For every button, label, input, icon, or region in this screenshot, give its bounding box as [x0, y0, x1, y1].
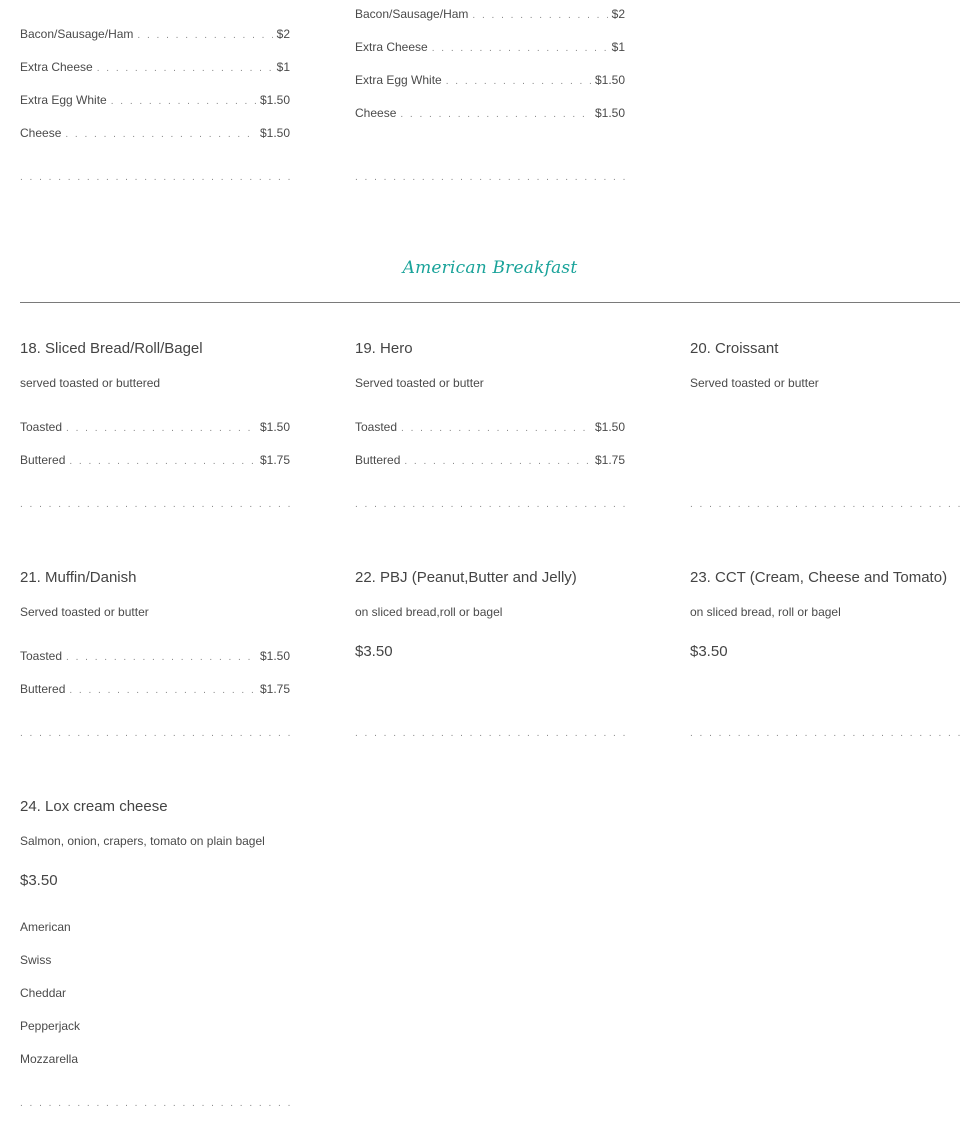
option-price: $1.50: [259, 420, 290, 434]
dot-leader: [65, 129, 256, 140]
addon-label: Extra Cheese: [20, 60, 93, 74]
item-title: 20. Croissant: [690, 340, 779, 357]
cheese-option[interactable]: Pepperjack: [20, 1019, 81, 1033]
dot-leader: [404, 456, 591, 467]
item-option[interactable]: [355, 453, 625, 471]
addon-label: Cheese: [355, 106, 397, 120]
addon-label: Extra Egg White: [20, 93, 107, 107]
dot-leader: [137, 30, 272, 41]
item-option[interactable]: [20, 649, 290, 667]
section-divider: [20, 302, 960, 303]
addon-label: Bacon/Sausage/Ham: [20, 27, 134, 41]
cheese-option[interactable]: American: [20, 920, 71, 934]
option-label: Buttered: [355, 453, 401, 467]
option-price: $1.75: [259, 453, 290, 467]
item-description: Served toasted or butter: [690, 376, 819, 390]
dot-leader: [111, 96, 256, 107]
item-option[interactable]: [20, 453, 290, 471]
addon-option: [355, 40, 625, 58]
item-title: 21. Muffin/Danish: [20, 569, 137, 586]
item-price: $3.50: [355, 643, 393, 660]
dotted-separator: [355, 728, 627, 740]
addon-price: $1.50: [594, 106, 625, 120]
addon-option: [355, 73, 625, 91]
dotted-separator: [690, 728, 962, 740]
item-option[interactable]: [20, 420, 290, 438]
item-price: $3.50: [20, 872, 58, 889]
dot-leader: [66, 423, 256, 434]
dot-leader: [97, 63, 273, 74]
addon-price: $2: [611, 7, 625, 21]
addon-option: [20, 60, 290, 78]
option-price: $1.50: [259, 649, 290, 663]
item-description: on sliced bread, roll or bagel: [690, 605, 841, 619]
option-label: Buttered: [20, 453, 66, 467]
dotted-separator: [20, 499, 292, 511]
item-title: 23. CCT (Cream, Cheese and Tomato): [690, 569, 948, 586]
item-description: Served toasted or butter: [355, 376, 484, 390]
addon-price: $1: [276, 60, 290, 74]
dot-leader: [69, 685, 256, 696]
cheese-option[interactable]: Swiss: [20, 953, 52, 967]
addon-label: Extra Cheese: [355, 40, 428, 54]
option-label: Buttered: [20, 682, 66, 696]
dot-leader: [66, 652, 256, 663]
option-label: Toasted: [355, 420, 398, 434]
addon-price: $1.50: [259, 93, 290, 107]
option-label: Toasted: [20, 420, 63, 434]
cheese-option[interactable]: Mozzarella: [20, 1052, 79, 1066]
dotted-separator: [355, 499, 627, 511]
addon-label: Bacon/Sausage/Ham: [355, 7, 469, 21]
item-title: 24. Lox cream cheese: [20, 798, 168, 815]
dot-leader: [472, 10, 607, 21]
addon-label: Cheese: [20, 126, 62, 140]
option-price: $1.50: [594, 420, 625, 434]
section-title: American Breakfast: [402, 258, 578, 278]
item-description: served toasted or buttered: [20, 376, 161, 390]
addon-option: [20, 27, 290, 45]
addon-option: [20, 93, 290, 111]
cheese-option[interactable]: Cheddar: [20, 986, 67, 1000]
addon-option: [355, 106, 625, 124]
dot-leader: [446, 76, 591, 87]
item-option[interactable]: [355, 420, 625, 438]
option-label: Toasted: [20, 649, 63, 663]
dot-leader: [401, 423, 591, 434]
dotted-separator: [20, 172, 292, 184]
addon-price: $1.50: [259, 126, 290, 140]
dot-leader: [400, 109, 591, 120]
item-title: 22. PBJ (Peanut,Butter and Jelly): [355, 569, 577, 586]
item-title: 18. Sliced Bread/Roll/Bagel: [20, 340, 203, 357]
addon-price: $1: [611, 40, 625, 54]
addon-price: $2: [276, 27, 290, 41]
addon-option: [355, 7, 625, 25]
item-description: on sliced bread,roll or bagel: [355, 605, 503, 619]
option-price: $1.75: [259, 682, 290, 696]
dot-leader: [69, 456, 256, 467]
dotted-separator: [20, 1098, 292, 1110]
dotted-separator: [690, 499, 962, 511]
addon-label: Extra Egg White: [355, 73, 442, 87]
item-price: $3.50: [690, 643, 728, 660]
dotted-separator: [20, 728, 292, 740]
dotted-separator: [355, 172, 627, 184]
option-price: $1.75: [594, 453, 625, 467]
item-title: 19. Hero: [355, 340, 413, 357]
addon-price: $1.50: [594, 73, 625, 87]
dot-leader: [432, 43, 608, 54]
item-option[interactable]: [20, 682, 290, 700]
item-description: Salmon, onion, crapers, tomato on plain bagel: [20, 834, 265, 848]
item-description: Served toasted or butter: [20, 605, 149, 619]
addon-option: [20, 126, 290, 144]
